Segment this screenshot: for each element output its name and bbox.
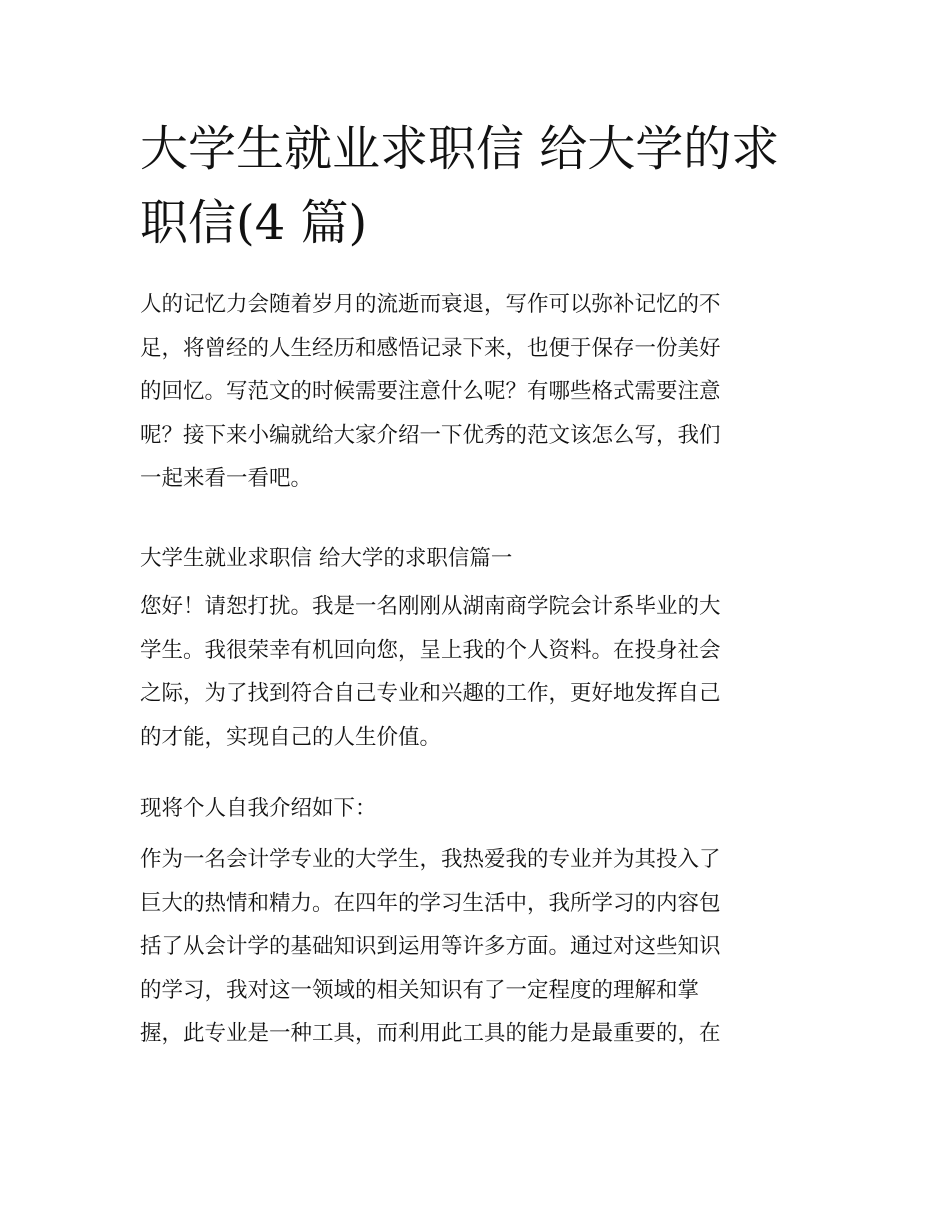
section-heading-text: 大学生就业求职信 给大学的求职信篇一 bbox=[140, 546, 513, 571]
major-line: 握，此专业是一种工具，而利用此工具的能力是最重要的，在 bbox=[140, 1021, 721, 1046]
greeting-line: 学生。我很荣幸有机回向您，呈上我的个人资料。在投身社会 bbox=[140, 637, 721, 663]
intro-line: 足，将曾经的人生经历和感悟记录下来，也便于保存一份美好 bbox=[140, 335, 721, 361]
greeting-line: 您好！请恕打扰。我是一名刚刚从湖南商学院会计系毕业的大 bbox=[140, 594, 721, 619]
major-line: 括了从会计学的基础知识到运用等许多方面。通过对这些知识 bbox=[140, 934, 721, 959]
intro-line: 一起来看一看吧。 bbox=[140, 466, 313, 491]
major-line: 的学习，我对这一领域的相关知识有了一定程度的理解和掌 bbox=[140, 977, 700, 1003]
major-line: 巨大的热情和精力。在四年的学习生活中，我所学习的内容包 bbox=[140, 890, 721, 916]
title-line: 大学生就业求职信 给大学的求 bbox=[140, 121, 780, 177]
document-title bbox=[140, 112, 820, 260]
intro-line: 的回忆。写范文的时候需要注意什么呢？有哪些格式需要注意 bbox=[140, 379, 721, 404]
self-intro-paragraph bbox=[140, 787, 812, 831]
greeting-line: 的才能，实现自己的人生价值。 bbox=[140, 724, 442, 750]
self-intro-line: 现将个人自我介绍如下： bbox=[140, 796, 377, 821]
title-line: 职信(4 篇) bbox=[140, 195, 368, 251]
section-heading bbox=[140, 537, 812, 581]
intro-line: 人的记忆力会随着岁月的流逝而衰退，写作可以弥补记忆的不 bbox=[140, 292, 721, 317]
intro-paragraph bbox=[140, 283, 812, 501]
greeting-line: 之际，为了找到符合自己专业和兴趣的工作，更好地发挥自己 bbox=[140, 681, 721, 706]
major-line: 作为一名会计学专业的大学生，我热爱我的专业并为其投入了 bbox=[140, 847, 721, 872]
intro-line: 呢？接下来小编就给大家介绍一下优秀的范文该怎么写，我们 bbox=[140, 422, 721, 448]
greeting-paragraph bbox=[140, 585, 812, 759]
major-paragraph bbox=[140, 838, 812, 1056]
